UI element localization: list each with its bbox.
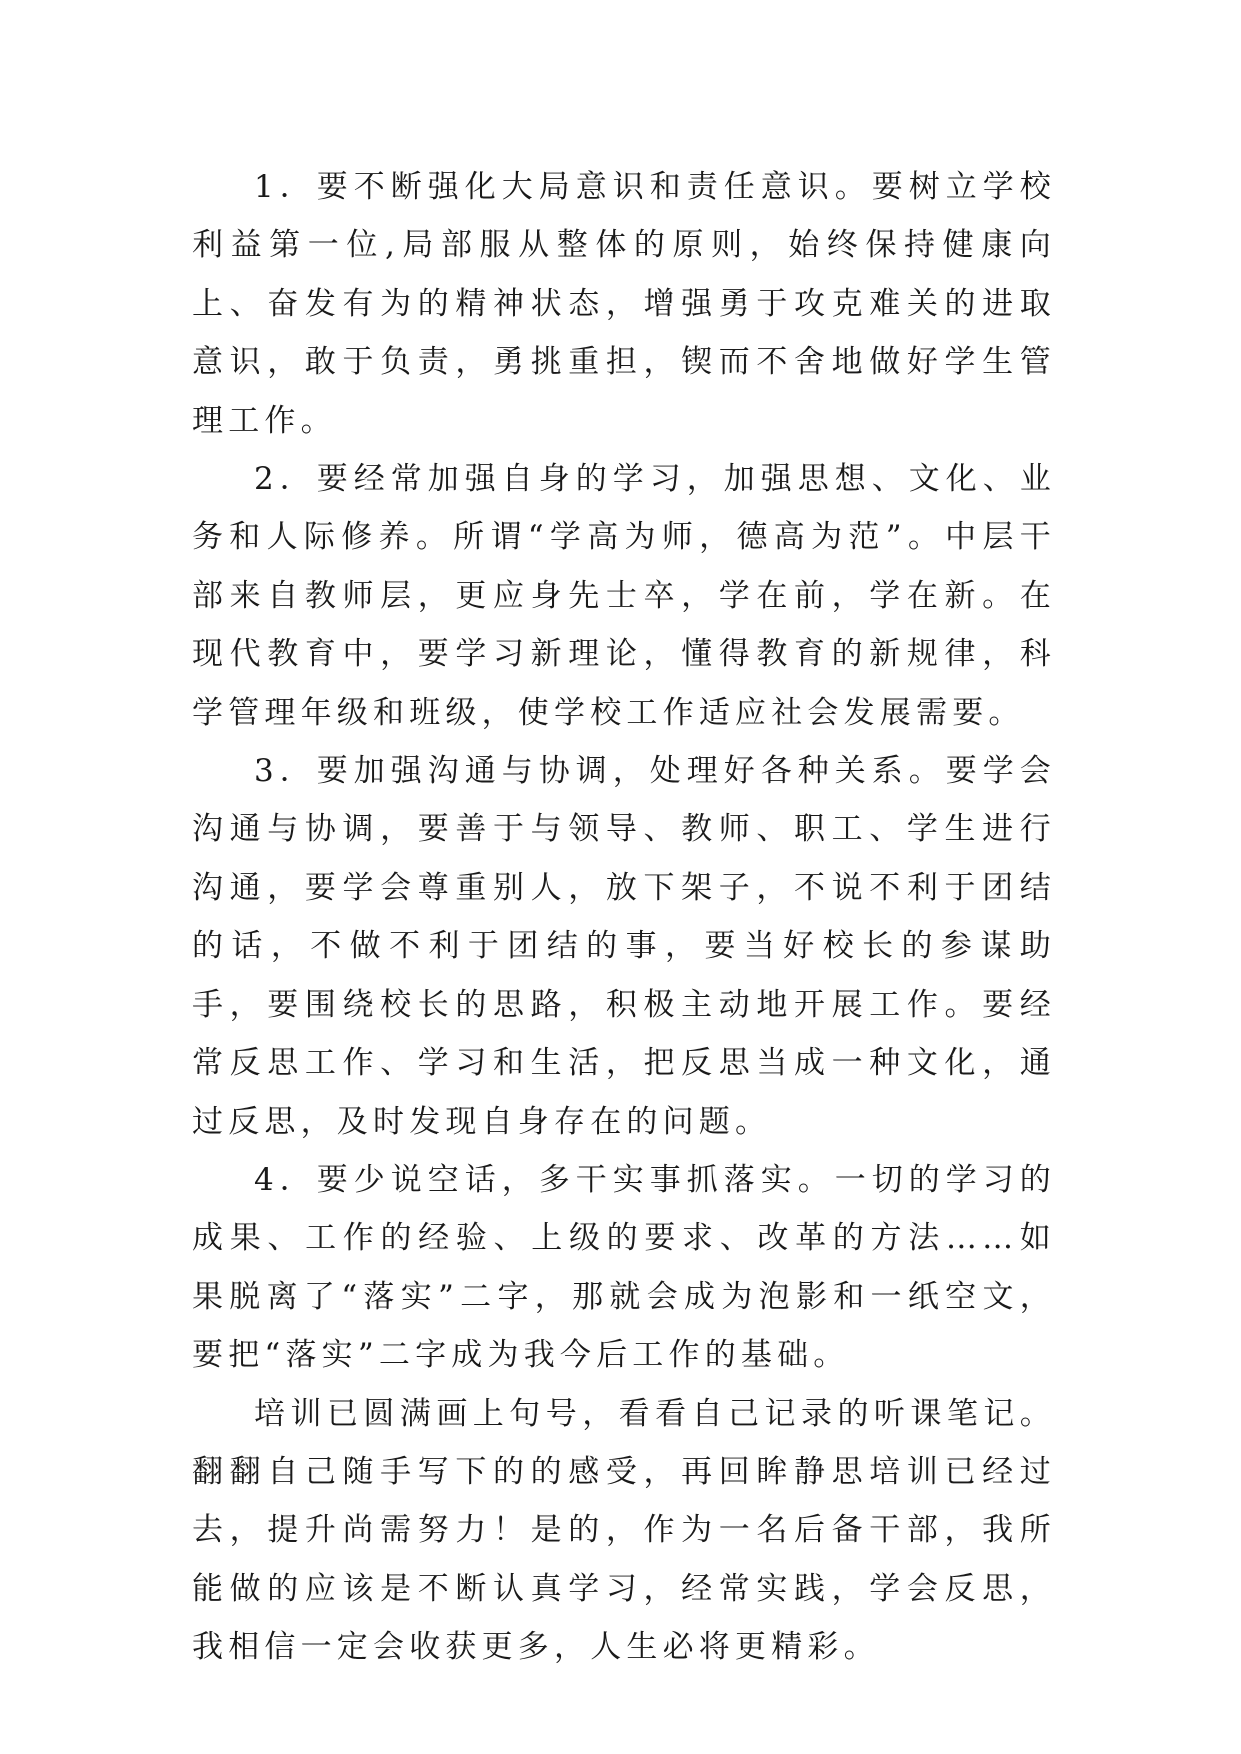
paragraph-point-3: 3．要加强沟通与协调，处理好各种关系。要学会沟通与协调，要善于与领导、教师、职工、学生进行沟通，要学会尊重别人，放下架子，不说不利于团结的话，不做不利于团结的事，要当好校长的参谋助手，要围绕校长的思路，积极主动地开展工作。要经常反思工作、学习和生活，把反思当成一种文化，通过反思，及时发现自身存在的问题。 xyxy=(192,753,1056,1140)
paragraph-conclusion: 培训已圆满画上句号，看看自己记录的听课笔记。翻翻自己随手写下的的感受，再回眸静思培训已经过去，提升尚需努力！是的，作为一名后备干部，我所能做的应该是不断认真学习，经常实践，学会反思，我相信一定会收获更多，人生必将更精彩。 xyxy=(192,1395,1056,1666)
paragraph-point-2: 2．要经常加强自身的学习，加强思想、文化、业务和人际修养。所谓“学高为师，德高为范”。中层干部来自教师层，更应身先士卒，学在前，学在新。在现代教育中，要学习新理论，懂得教育的新规律，科学管理年级和班级，使学校工作适应社会发展需要。 xyxy=(192,461,1056,731)
document-body xyxy=(192,158,1056,1677)
paragraph-point-4: 4．要少说空话，多干实事抓落实。一切的学习的成果、工作的经验、上级的要求、改革的方法……如果脱离了“落实”二字，那就会成为泡影和一纸空文，要把“落实”二字成为我今后工作的基础。 xyxy=(192,1161,1056,1374)
paragraph-point-1: 1．要不断强化大局意识和责任意识。要树立学校利益第一位,局部服从整体的原则，始终保持健康向上、奋发有为的精神状态，增强勇于攻克难关的进取意识，敢于负责，勇挑重担，锲而不舍地做好学生管理工作。 xyxy=(192,169,1056,439)
